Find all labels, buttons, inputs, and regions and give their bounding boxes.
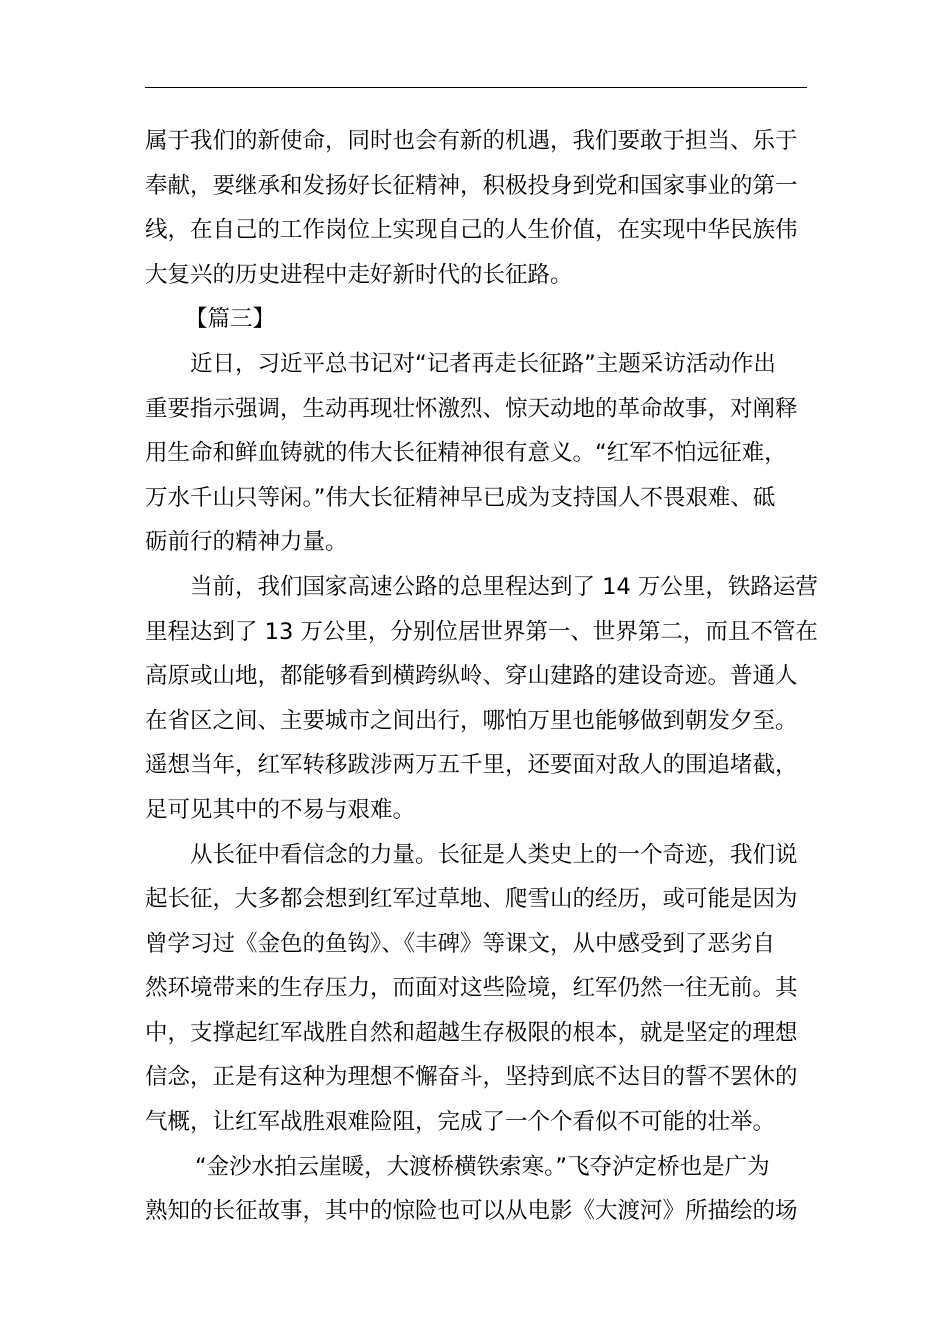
text-line: 从长征中看信念的力量。长征是人类史上的一个奇迹，我们说: [190, 841, 798, 868]
text-line: 信念，正是有这种为理想不懈奋斗，坚持到底不达目的誓不罢休的: [145, 1064, 798, 1091]
text-line: 线，在自己的工作岗位上实现自己的人生价值，在实现中华民族伟: [145, 217, 798, 244]
text-line: 万水千山只等闲。”伟大长征精神早已成为支持国人不畏艰难、砥: [145, 484, 776, 511]
text-line: 重要指示强调，生动再现壮怀激烈、惊天动地的革命故事，对阐释: [145, 395, 798, 422]
text-line: 气概，让红军战胜艰难险阻，完成了一个个看似不可能的壮举。: [145, 1109, 776, 1136]
text-line: 大复兴的历史进程中走好新时代的长征路。: [145, 261, 573, 288]
text-line: 砺前行的精神力量。: [145, 529, 348, 556]
header-rule: [145, 87, 807, 88]
text-line: “金沙水拍云崖暖，大渡桥横铁索寒。”飞夺泸定桥也是广为: [195, 1153, 770, 1180]
text-line: 当前，我们国家高速公路的总里程达到了 14 万公里，铁路运营: [190, 573, 818, 600]
text-line: 奉献，要继承和发扬好长征精神，积极投身到党和国家事业的第一: [145, 172, 798, 199]
text-line: 然环境带来的生存压力，而面对这些险境，红军仍然一往无前。其: [145, 975, 798, 1002]
text-line: 近日，习近平总书记对“记者再走长征路”主题采访活动作出: [190, 350, 776, 377]
document-body: [145, 119, 818, 1234]
text-line: 起长征，大多都会想到红军过草地、爬雪山的经历，或可能是因为: [145, 886, 798, 913]
text-line: 曾学习过《金色的鱼钩》、《丰碑》等课文，从中感受到了恶劣自: [145, 930, 776, 957]
text-line: 熟知的长征故事，其中的惊险也可以从电影《大渡河》所描绘的场: [145, 1198, 798, 1225]
text-line: 遥想当年，红军转移跋涉两万五千里，还要面对敌人的围追堵截，: [145, 752, 798, 779]
text-line: 里程达到了 13 万公里，分别位居世界第一、世界第二，而且不管在: [145, 618, 818, 645]
text-line: 高原或山地，都能够看到横跨纵岭、穿山建路的建设奇迹。普通人: [145, 663, 798, 690]
section-heading: 【篇三】: [185, 306, 276, 333]
text-line: 足可见其中的不易与艰难。: [145, 796, 416, 823]
text-line: 中，支撑起红军战胜自然和超越生存极限的根本，就是坚定的理想: [145, 1019, 798, 1046]
text-line: 属于我们的新使命，同时也会有新的机遇，我们要敢于担当、乐于: [145, 128, 798, 154]
text-line: 在省区之间、主要城市之间出行，哪怕万里也能够做到朝发夕至。: [145, 707, 798, 734]
text-line: 用生命和鲜血铸就的伟大长征精神很有意义。“红军不怕远征难，: [145, 440, 787, 467]
